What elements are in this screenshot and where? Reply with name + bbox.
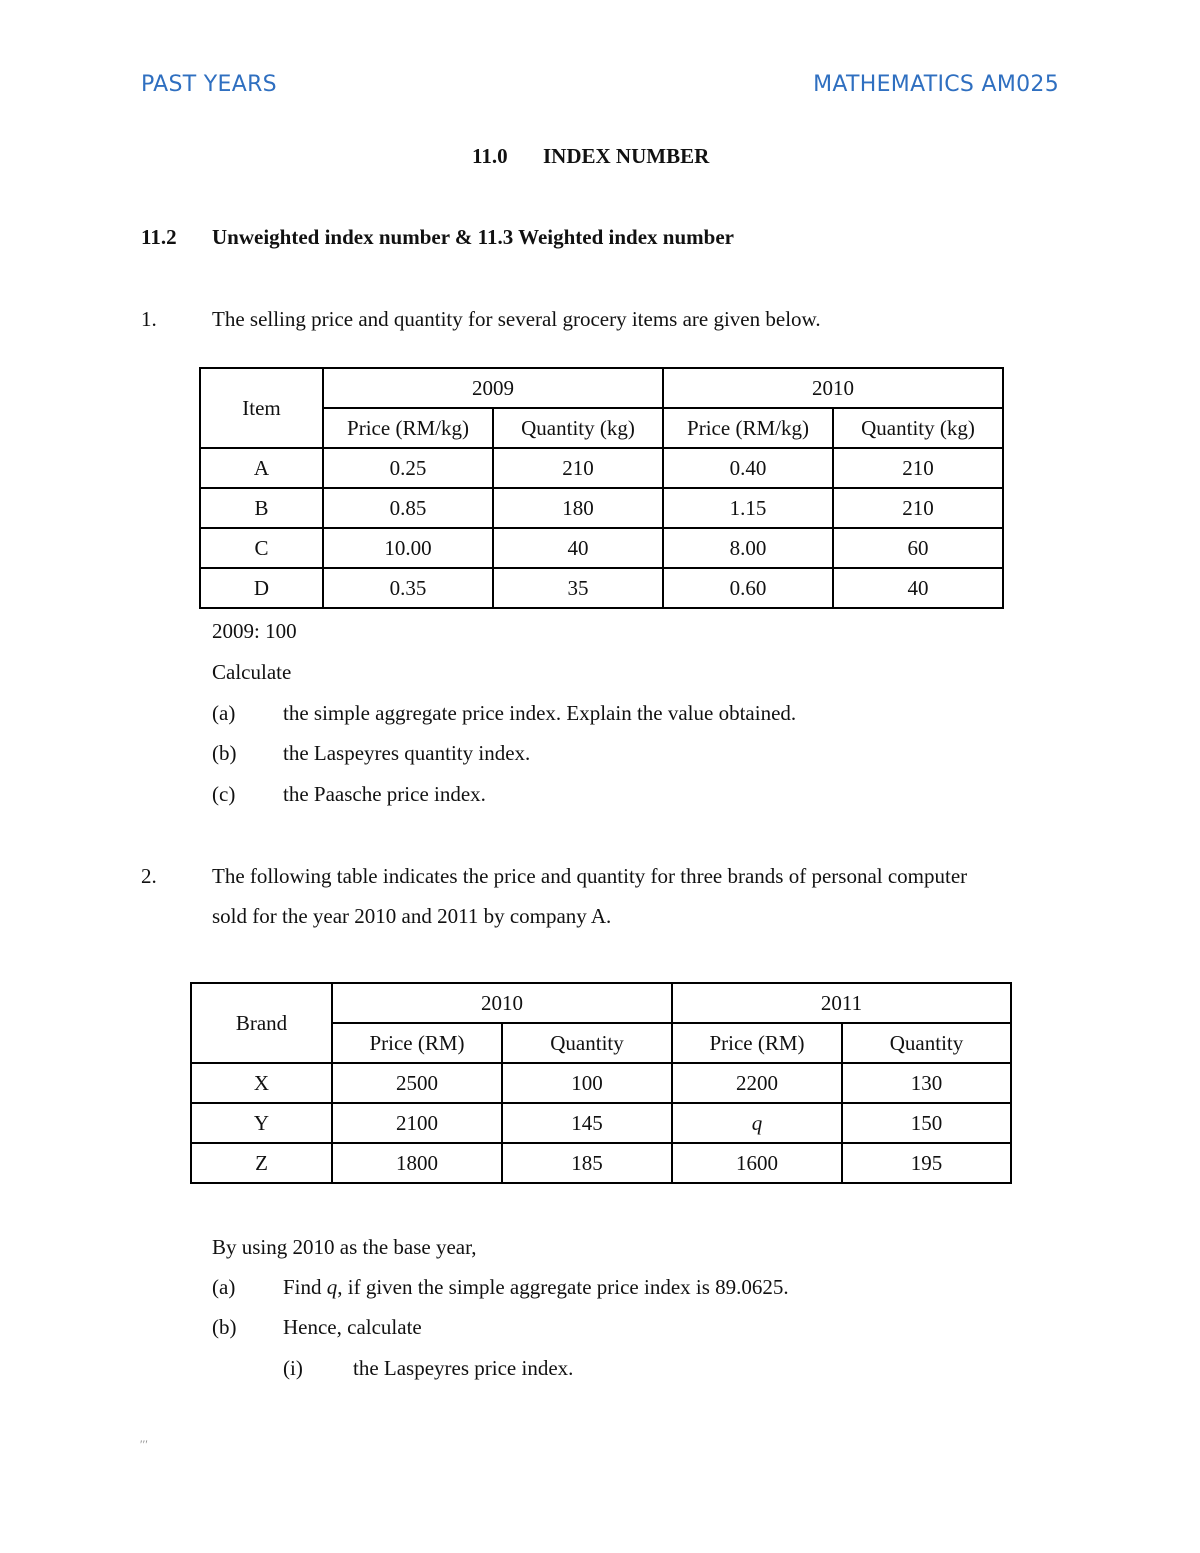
table-row <box>191 1143 1011 1183</box>
table-cell: 40 <box>833 568 1003 608</box>
table-cell: 100 <box>502 1063 672 1103</box>
q2-part-a-post: , if given the simple aggregate price index is 89.0625. <box>337 1275 789 1299</box>
table-cell: 60 <box>833 528 1003 568</box>
q1-year2-header: 2010 <box>663 368 1003 408</box>
table-cell: 180 <box>493 488 663 528</box>
q1-part-a-text: the simple aggregate price index. Explain the value obtained. <box>283 701 797 725</box>
table-cell: 0.40 <box>663 448 833 488</box>
q1-year1-header: 2009 <box>323 368 663 408</box>
q2-price-header: Price (RM) <box>672 1023 842 1063</box>
q1-number: 1. <box>141 307 157 331</box>
q1-price-header: Price (RM/kg) <box>663 408 833 448</box>
table-cell: A <box>200 448 323 488</box>
table-cell: Z <box>191 1143 332 1183</box>
table-cell: 2500 <box>332 1063 502 1103</box>
table-cell: 185 <box>502 1143 672 1183</box>
table-row <box>200 488 1003 528</box>
q2-text-line2: sold for the year 2010 and 2011 by company A. <box>212 904 612 928</box>
q2-qty-header: Quantity <box>502 1023 672 1063</box>
table-cell: 210 <box>493 448 663 488</box>
q2-part-b-text: Hence, calculate <box>283 1315 422 1339</box>
table-cell: D <box>200 568 323 608</box>
table-row <box>200 568 1003 608</box>
table-cell: 0.85 <box>323 488 493 528</box>
q2-part-b-i-label: (i) <box>283 1356 303 1380</box>
q2-table <box>190 982 1012 1184</box>
q2-part-b-i-text: the Laspeyres price index. <box>353 1356 574 1380</box>
table-cell: 150 <box>842 1103 1011 1143</box>
q2-part-a-text <box>283 1274 789 1300</box>
section-title: Unweighted index number & 11.3 Weighted index number <box>212 225 734 249</box>
q1-price-header: Price (RM/kg) <box>323 408 493 448</box>
section-number: 11.2 <box>141 225 177 249</box>
q1-part-a-label: (a) <box>212 701 236 725</box>
table-cell: 145 <box>502 1103 672 1143</box>
table-cell: 195 <box>842 1143 1011 1183</box>
q1-part-b-label: (b) <box>212 741 237 765</box>
q2-qty-header: Quantity <box>842 1023 1011 1063</box>
q1-part-b-text: the Laspeyres quantity index. <box>283 741 531 765</box>
q2-text-line1: The following table indicates the price and quantity for three brands of personal computer <box>212 864 968 888</box>
table-cell: 10.00 <box>323 528 493 568</box>
header-left: PAST YEARS <box>141 72 277 97</box>
table-cell: 1.15 <box>663 488 833 528</box>
q1-calculate: Calculate <box>212 660 292 684</box>
table-cell: B <box>200 488 323 528</box>
table-row <box>200 528 1003 568</box>
q2-part-a-label: (a) <box>212 1275 236 1299</box>
q1-qty-header: Quantity (kg) <box>833 408 1003 448</box>
table-cell: 40 <box>493 528 663 568</box>
table-cell: X <box>191 1063 332 1103</box>
q2-price-header: Price (RM) <box>332 1023 502 1063</box>
table-cell: 0.25 <box>323 448 493 488</box>
table-cell: 2100 <box>332 1103 502 1143</box>
q1-qty-header: Quantity (kg) <box>493 408 663 448</box>
table-cell: 210 <box>833 448 1003 488</box>
q1-text: The selling price and quantity for several grocery items are given below. <box>212 307 821 331</box>
table-cell: 130 <box>842 1063 1011 1103</box>
table-row <box>200 448 1003 488</box>
table-cell: 2200 <box>672 1063 842 1103</box>
table-cell: C <box>200 528 323 568</box>
header-right: MATHEMATICS AM025 <box>813 72 1059 97</box>
q2-part-a-var: q <box>326 1275 338 1299</box>
chapter-title: INDEX NUMBER <box>543 144 710 168</box>
table-cell: Y <box>191 1103 332 1143</box>
table-cell: 0.35 <box>323 568 493 608</box>
table-row <box>191 1063 1011 1103</box>
q2-year1-header: 2010 <box>332 983 672 1023</box>
table-row <box>191 1103 1011 1143</box>
q1-part-c-text: the Paasche price index. <box>283 782 486 806</box>
q1-base: 2009: 100 <box>212 619 297 643</box>
table-cell: 1800 <box>332 1143 502 1183</box>
page-mark: ′′′ <box>140 1437 148 1451</box>
table-cell: 0.60 <box>663 568 833 608</box>
q2-number: 2. <box>141 864 157 888</box>
q2-part-b-label: (b) <box>212 1315 237 1339</box>
table-cell: 35 <box>493 568 663 608</box>
q2-base-text: By using 2010 as the base year, <box>212 1235 477 1259</box>
table-cell: 210 <box>833 488 1003 528</box>
table-cell: 8.00 <box>663 528 833 568</box>
q1-item-header: Item <box>200 368 323 448</box>
table-cell: 1600 <box>672 1143 842 1183</box>
q2-year2-header: 2011 <box>672 983 1011 1023</box>
chapter-number: 11.0 <box>472 144 508 168</box>
q1-part-c-label: (c) <box>212 782 236 806</box>
q1-table <box>199 367 1004 609</box>
q2-part-a-pre: Find <box>283 1275 327 1299</box>
table-cell-unknown-q: q <box>672 1103 842 1143</box>
q2-brand-header: Brand <box>191 983 332 1063</box>
